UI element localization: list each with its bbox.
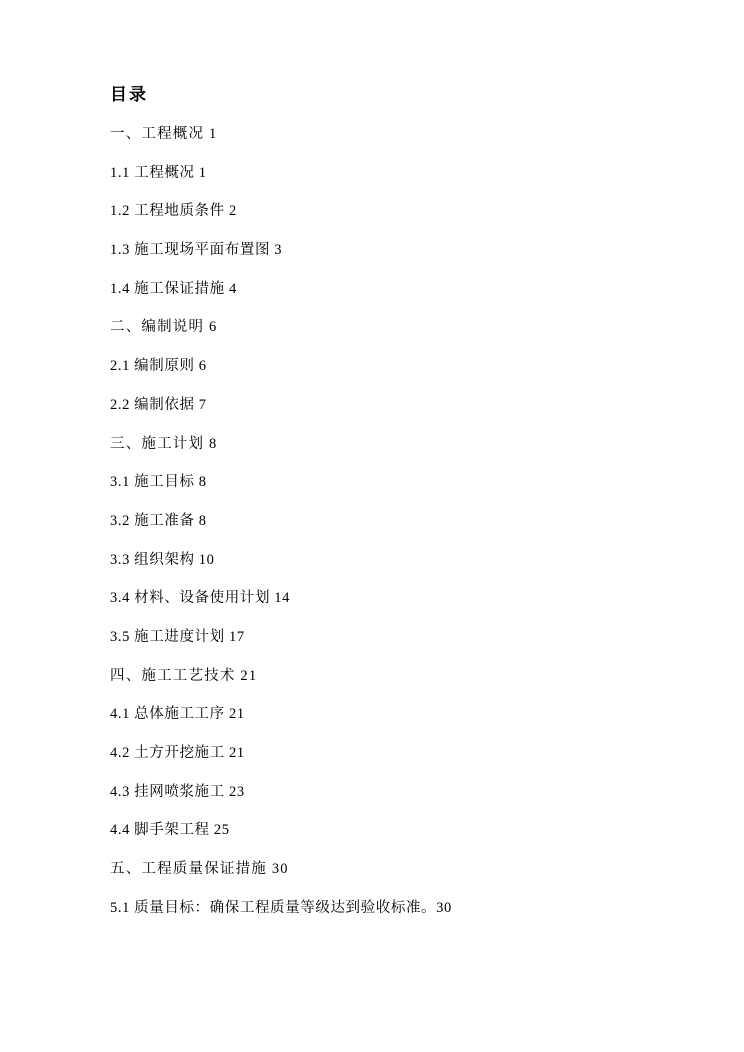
- toc-entry[interactable]: 1.3 施工现场平面布置图 3: [110, 242, 283, 259]
- toc-entry[interactable]: 1.4 施工保证措施 4: [110, 280, 237, 297]
- toc-entry[interactable]: 一、工程概况 1: [110, 126, 218, 142]
- toc-entry[interactable]: 4.1 总体施工工序 21: [110, 706, 245, 723]
- toc-entry[interactable]: 五、工程质量保证措施 30: [110, 861, 289, 878]
- toc-entry[interactable]: 二、编制说明 6: [110, 319, 218, 336]
- toc-entry[interactable]: 1.2 工程地质条件 2: [110, 203, 237, 220]
- toc-entry[interactable]: 四、施工工艺技术 21: [110, 667, 258, 684]
- toc-entry[interactable]: 1.1 工程概况 1: [110, 164, 207, 181]
- toc-container: [110, 86, 684, 939]
- toc-list: [110, 127, 684, 915]
- toc-entry[interactable]: 5.1 质量目标：确保工程质量等级达到验收标准。30: [110, 899, 452, 916]
- toc-entry[interactable]: 3.4 材料、设备使用计划 14: [110, 590, 290, 607]
- toc-entry[interactable]: 2.1 编制原则 6: [110, 358, 207, 375]
- toc-heading: 目录: [110, 85, 148, 104]
- toc-entry[interactable]: 3.5 施工进度计划 17: [110, 628, 245, 645]
- toc-entry[interactable]: 4.4 脚手架工程 25: [110, 822, 230, 839]
- toc-entry[interactable]: 4.3 挂网喷浆施工 23: [110, 783, 245, 800]
- toc-entry[interactable]: 3.1 施工目标 8: [110, 474, 207, 491]
- toc-entry[interactable]: 3.2 施工准备 8: [110, 512, 207, 529]
- toc-entry[interactable]: 2.2 编制依据 7: [110, 396, 207, 413]
- toc-entry[interactable]: 4.2 土方开挖施工 21: [110, 745, 245, 761]
- toc-entry[interactable]: 3.3 组织架构 10: [110, 551, 215, 568]
- toc-entry[interactable]: 三、施工计划 8: [110, 435, 218, 452]
